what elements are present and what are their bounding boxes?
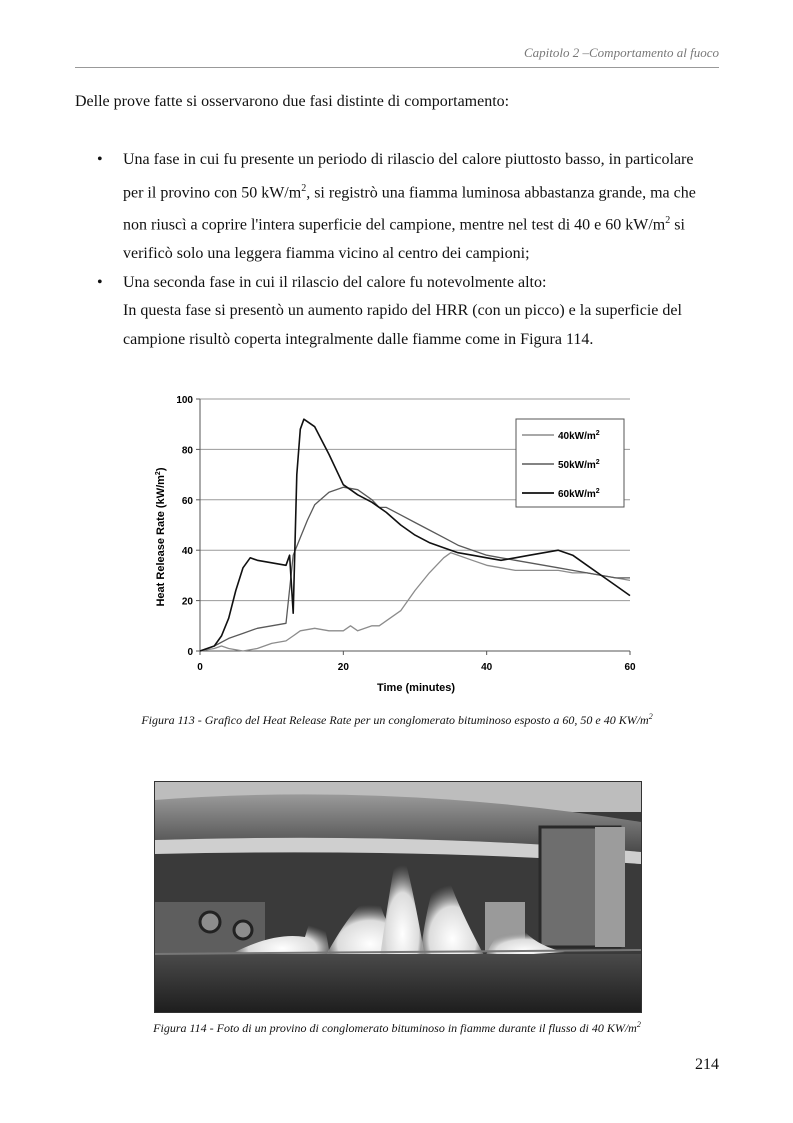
legend-label: $40kW/m^2$ bbox=[558, 430, 600, 442]
bullet-1-line-1: Una fase in cui fu presente un periodo di rilascio del calore piuttosto basso, in particolare bbox=[123, 151, 694, 168]
y-tick-label: 20 bbox=[181, 596, 193, 608]
x-axis-title: Time (minutes) bbox=[376, 682, 456, 694]
flame-photo bbox=[154, 781, 642, 1013]
bullet-item-1 bbox=[75, 146, 719, 269]
bullet-item-2 bbox=[75, 269, 719, 355]
x-tick-label: 0 bbox=[197, 662, 203, 673]
y-tick-label: 40 bbox=[181, 546, 193, 558]
bullet-1-line-3: non riuscì a coprire l'intera superficie del campione, mentre nel test di 40 e 60 $kW/m^2$ si bbox=[123, 215, 685, 234]
y-tick-label: 80 bbox=[181, 445, 193, 457]
header-rule bbox=[75, 67, 719, 68]
hrr-chart-svg bbox=[150, 385, 650, 705]
bullet-1-line-4: verificò solo una leggera fiamma vicino al centro dei campioni; bbox=[123, 245, 530, 263]
intro-paragraph: Delle prove fatte si osservarono due fasi distinte di comportamento: bbox=[75, 93, 510, 110]
series-line-1 bbox=[200, 553, 630, 651]
y-tick-label: 60 bbox=[181, 495, 193, 507]
legend-label: $60kW/m^2$ bbox=[558, 488, 600, 500]
legend-label: $50kW/m^2$ bbox=[558, 459, 600, 471]
bullet-2-line-1: Una seconda fase in cui il rilascio del calore fu notevolmente alto: bbox=[123, 273, 547, 291]
figure-113-caption: Figura 113 - Grafico del Heat Release Rate per un conglomerato bituminoso esposto a 60, 50 e 40 $KW/m^2$ bbox=[141, 712, 653, 727]
bullet-1-line-2: per il provino con 50 $kW/m^2$, si registrò una fiamma luminosa abbastanza grande, ma che bbox=[123, 182, 696, 201]
bullet-list bbox=[75, 146, 719, 354]
figure-114-caption: Figura 114 - Foto di un provino di conglomerato bituminoso in fiamme durante il flusso di 40 $KW/m^2$ bbox=[153, 1020, 641, 1035]
bullet-dot: • bbox=[97, 151, 103, 168]
x-tick-label: 60 bbox=[624, 662, 636, 673]
bullet-2-line-2: In questa fase si presentò un aumento rapido del HRR (con un picco) e la superficie del bbox=[123, 302, 682, 320]
series-line-2 bbox=[200, 487, 630, 651]
bullet-2-line-3: campione risultò coperta integralmente dalle fiamme come in Figura 114. bbox=[123, 330, 594, 348]
x-tick-label: 40 bbox=[481, 662, 493, 673]
running-header: Capitolo 2 –Comportamento al fuoco bbox=[524, 45, 719, 60]
page-number: 214 bbox=[695, 1056, 719, 1073]
y-tick-label: 0 bbox=[187, 647, 193, 658]
flame-photo-image bbox=[155, 782, 641, 1012]
bullet-dot: • bbox=[97, 273, 103, 291]
x-tick-label: 20 bbox=[337, 662, 349, 673]
y-tick-label: 100 bbox=[176, 395, 193, 406]
hrr-chart bbox=[150, 385, 650, 705]
y-axis-title: Heat Release Rate $(kW/m^2)$ bbox=[155, 467, 167, 607]
